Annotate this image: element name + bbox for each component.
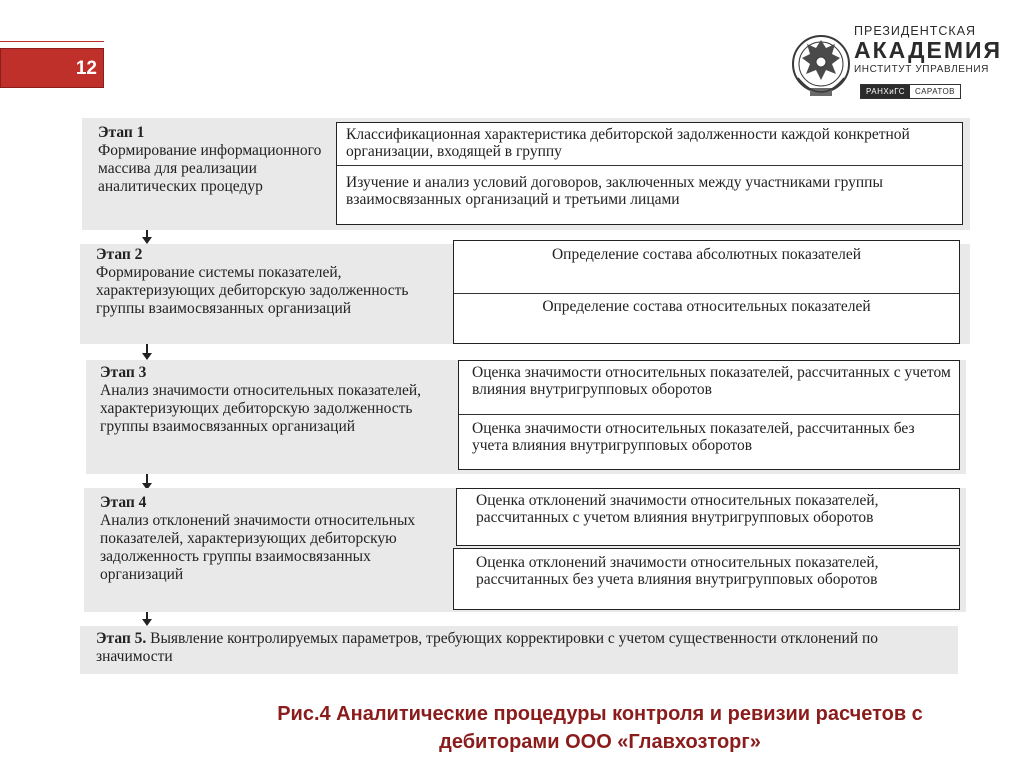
- logo-tags: [860, 84, 961, 99]
- stage-1-item-1: Классификационная характеристика дебиторской задолженности каждой конкретной организации, входящей в группу: [346, 126, 910, 160]
- stage-1-description: [98, 124, 333, 196]
- figure-caption: [200, 700, 1000, 756]
- stage-3-item-1: Оценка значимости относительных показателей, рассчитанных с учетом влияния внутригрупповых оборотов: [472, 364, 951, 398]
- stage-3-items-divider: [459, 414, 959, 415]
- eagle-emblem-icon: [790, 18, 852, 114]
- stage-3-item-2: Оценка значимости относительных показателей, рассчитанных без учета влияния внутригрупповых оборотов: [472, 420, 915, 454]
- logo-line-3: ИНСТИТУТ УПРАВЛЕНИЯ: [854, 64, 989, 75]
- academy-logo: [790, 18, 1003, 114]
- stage-2-item-1: Определение состава абсолютных показателей: [551, 246, 862, 263]
- stage-2-description: [96, 246, 441, 318]
- stage-5-text: Выявление контролируемых параметров, требующих корректировки с учетом существенности отклонений по значимости: [96, 630, 879, 665]
- logo-line-1: ПРЕЗИДЕНТСКАЯ: [854, 24, 977, 38]
- stage-2-item-2: Определение состава относительных показателей: [542, 298, 871, 315]
- logo-line-2: АКАДЕМИЯ: [854, 37, 1003, 63]
- arrow-stage-1-to-2: [146, 230, 148, 238]
- stage-4-item-2: Оценка отклонений значимости относительных показателей, рассчитанных без учета влияния внутригрупповых оборотов: [476, 554, 879, 588]
- stage-1-items-divider: [337, 165, 962, 166]
- stage-1-text: Формирование информационного массива для реализации аналитических процедур: [98, 142, 322, 195]
- stage-2-title: Этап 2: [96, 246, 143, 263]
- stage-3-title: Этап 3: [100, 364, 147, 381]
- logo-tag-ranepa: РАНХиГС: [861, 85, 910, 98]
- arrow-stage-3-to-4: [146, 474, 148, 484]
- arrow-stage-4-to-5: [146, 612, 148, 620]
- stage-2-items-divider: [454, 293, 959, 294]
- arrow-stage-2-to-3: [146, 344, 148, 354]
- stage-1-item-2: Изучение и анализ условий договоров, заключенных между участниками группы взаимосвязанных организаций и третьими лицами: [346, 174, 883, 208]
- stage-3-text: Анализ значимости относительных показателей, характеризующих дебиторскую задолженность группы взаимосвязанных организаций: [100, 382, 422, 435]
- logo-tag-saratov: САРАТОВ: [910, 85, 960, 98]
- slide-number: 12: [0, 48, 104, 88]
- stage-1-title: Этап 1: [98, 124, 145, 141]
- stage-4-description: [100, 494, 445, 584]
- stage-5-title: Этап 5.: [96, 630, 147, 647]
- caption-line-1: Рис.4 Аналитические процедуры контроля и ревизии расчетов с: [277, 703, 923, 725]
- stage-4-title: Этап 4: [100, 494, 147, 511]
- stage-4-item-1: Оценка отклонений значимости относительных показателей, рассчитанных с учетом влияния внутригрупповых оборотов: [476, 492, 879, 526]
- caption-line-2: дебиторами ООО «Главхозторг»: [439, 731, 761, 753]
- stage-5-description: [96, 630, 916, 666]
- stage-2-text: Формирование системы показателей, характеризующих дебиторскую задолженность группы взаимосвязанных организаций: [96, 264, 409, 317]
- stage-4-text: Анализ отклонений значимости относительных показателей, характеризующих дебиторскую задолженность группы взаимосвязанных организаций: [100, 512, 416, 583]
- stage-3-description: [100, 364, 440, 436]
